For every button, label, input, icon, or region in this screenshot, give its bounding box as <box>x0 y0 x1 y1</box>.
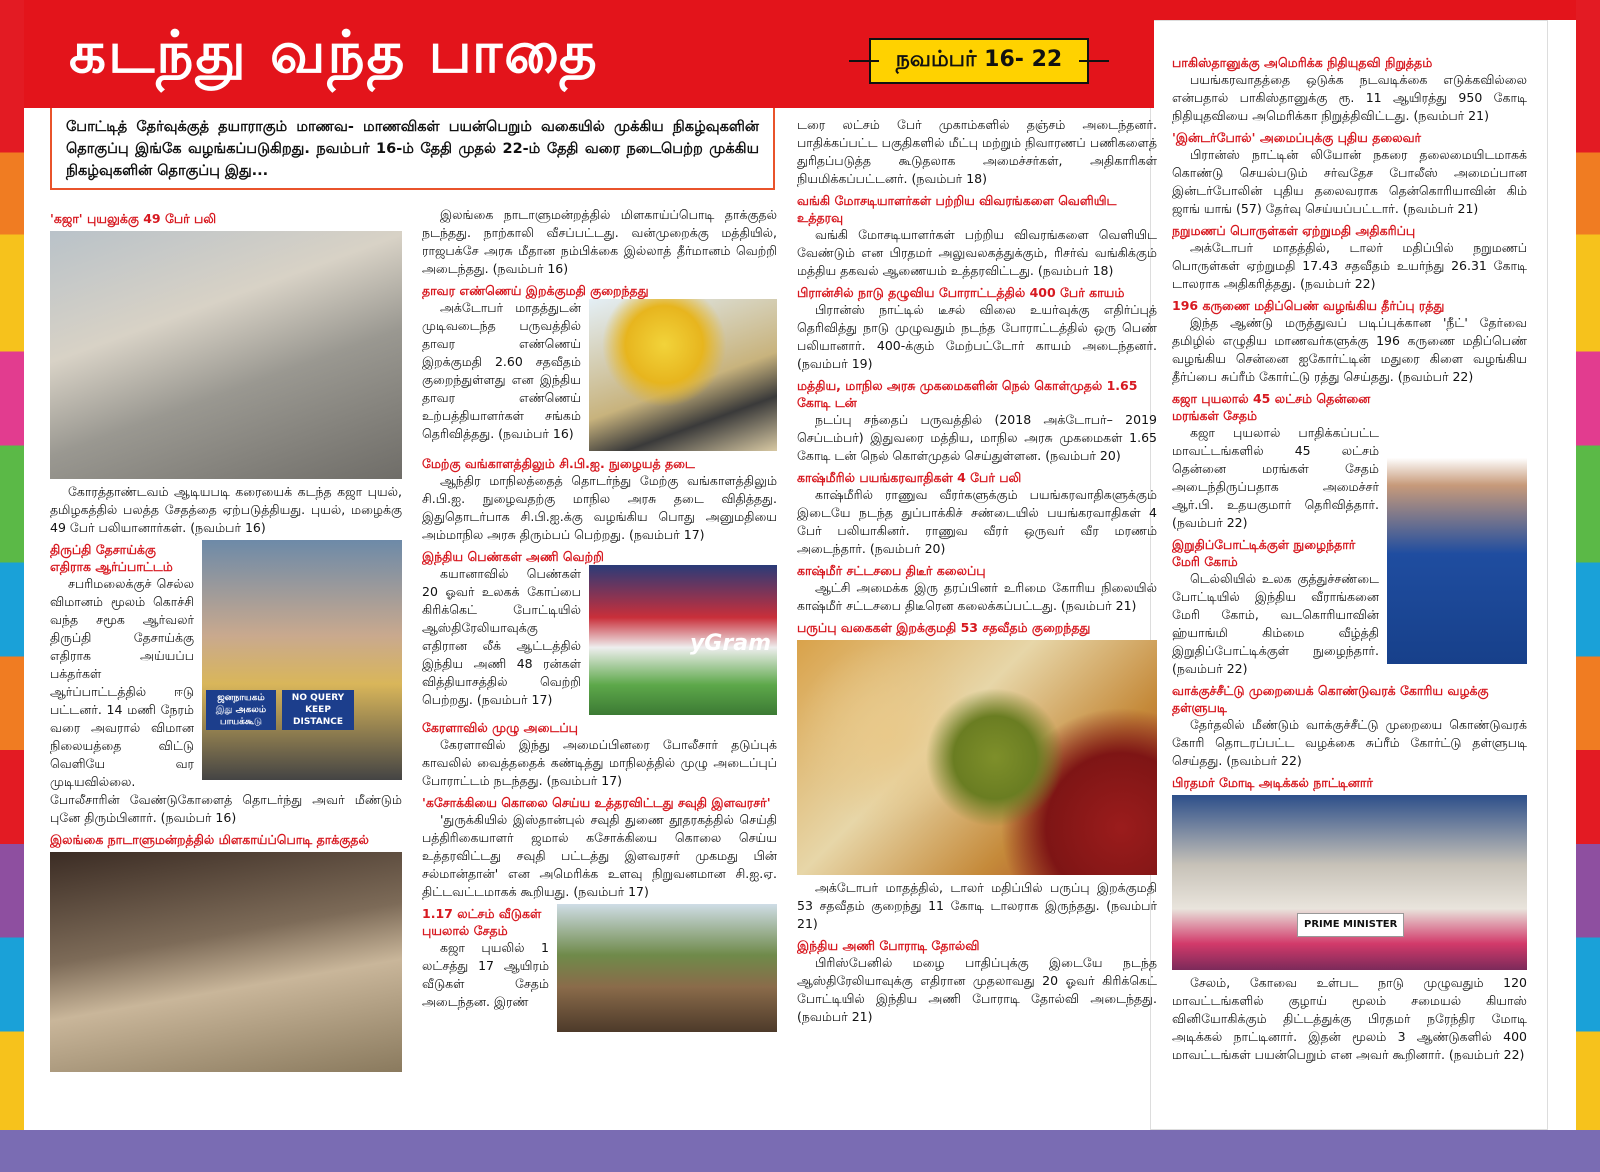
article-body: ஆட்சி அமைக்க இரு தரப்பினர் உரிமை கோரிய நிலையில் காஷ்மீர் சட்டசபை திடீரென கலைக்கப்பட்டது. (நவம்பர் 21) <box>797 580 1157 613</box>
article-body: கயானாவில் பெண்கள் 20 ஓவர் உலகக் கோப்பை கிரிக்கெட் போட்டியில் ஆஸ்திரேலியாவுக்கு எதிரான லீக் ஆட்டத்தில் இந்திய அணி 48 ரன்கள் வித்தியாசத்தில் வெற்றி பெற்றது. (நவம்பர் 17) <box>422 566 581 707</box>
article-body: பிரிஸ்பேனில் மழை பாதிப்புக்கு இடையே நடந்த ஆஸ்திரேலியாவுக்கு எதிரான முதலாவது 20 ஓவர் கிரிக்கெட் போட்டியில் இந்திய அணி போராடி தோல்வி அடைந்தது. (நவம்பர் 21) <box>797 955 1157 1024</box>
article-body: பயங்கரவாதத்தை ஒடுக்க நடவடிக்கை எடுக்கவில்லை என்பதால் பாகிஸ்தானுக்கு ரூ. 11 ஆயிரத்து 950 கோடி நிதியுதவியை அமெரிக்கா நிறுத்திவிட்டது. (நவம்பர் 21) <box>1172 72 1527 123</box>
article-body: தேர்தலில் மீண்டும் வாக்குச்சீட்டு முறையை கொண்டுவரக் கோரி தொடரப்பட்ட வழக்கை சுப்ரீம் கோர்ட்டு தள்ளுபடி செய்தது. (நவம்பர் 22) <box>1172 717 1527 768</box>
article-body: வங்கி மோசடியாளர்கள் பற்றிய விவரங்களை வெளியிட வேண்டும் என பிரதமர் அலுவலகத்துக்கும், ரிசர்வ் வங்கிக்கும் மத்திய தகவல் ஆணையம் உத்தரவிட்டது. (நவம்பர் 18) <box>797 227 1157 278</box>
article-body: கோரத்தாண்டவம் ஆடியபடி கரையைக் கடந்த கஜா புயல், தமிழகத்தில் பலத்த சேதத்தை ஏற்படுத்தியது. புயல், மழைக்கு 49 பேர் பலியானார்கள். (நவம்பர் 16) <box>50 484 402 535</box>
article-heading: பிரான்சில் நாடு தழுவிய போராட்டத்தில் 400 பேர் காயம் <box>797 285 1125 300</box>
article-body: 'துருக்கியில் இஸ்தான்புல் சவுதி துணை தூதரகத்தில் செய்தி பத்திரிகையாளர் ஜமால் கசோக்கியை கொலை செய்ய உத்தரவிட்டது சவுதி பட்டத்து இளவரசர் முகமது பின் சல்மான்தான்' என அமெரிக்க உளவு நிறுவனமான சி.ஐ.ஏ. திட்டவட்டமாகக் கூறியது. (நவம்பர் 17) <box>422 812 777 899</box>
parliament-clash-photo <box>50 852 402 1072</box>
article-heading: 'இன்டர்போல்' அமைப்புக்கு புதிய தலைவர் <box>1172 130 1422 145</box>
article-body: சபரிமலைக்குச் செல்ல விமானம் மூலம் கொச்சி வந்த சமூக ஆர்வலர் திருப்தி தேசாய்க்கு எதிராக அய்யப்ப பக்தர்கள் ஆர்ப்பாட்டத்தில் ஈடு பட்டனர். 14 மணி நேரம் வரை அவரால் விமான நிலையத்தை விட்டு வெளியே வர முடியவில்லை. போலீசாரின் வேண்டுகோளைத் தொடர்ந்து அவர் மீண்டும் புனே திரும்பினார். (நவம்பர் 16) <box>50 576 402 825</box>
article-heading: இந்திய அணி போராடி தோல்வி <box>797 938 980 953</box>
column-4 <box>1172 50 1527 1110</box>
article-body: அக்டோபர் மாதத்தில், டாலர் மதிப்பில் பருப்பு இறக்குமதி 53 சதவீதம் குறைந்து 11 கோடி டாலராக இருந்தது. (நவம்பர் 21) <box>797 880 1157 931</box>
sponsor-text: yGram <box>689 631 771 656</box>
sign-line-1: NO QUERY <box>291 693 345 703</box>
article-body: டரை லட்சம் பேர் முகாம்களில் தஞ்சம் அடைந்தனர். பாதிக்கப்பட்ட பகுதிகளில் மீட்பு மற்றும் நிவாரணப் பணிகளைத் துரிதப்படுத்த கூடுதலாக அமைச்சர்கள், அதிகாரிகள் நியமிக்கப்பட்டனர். (நவம்பர் 18) <box>797 117 1157 186</box>
date-range-badge: நவம்பர் 16- 22 <box>869 38 1089 84</box>
page-title: கடந்து வந்த பாதை <box>69 18 599 86</box>
article-body: கேரளாவில் இந்து அமைப்பினரை போலீசார் தடுப்புக் காவலில் வைத்ததைக் கண்டித்து மாநிலத்தில் முழு அடைப்புப் போராட்டம் நடந்தது. (நவம்பர் 17) <box>422 737 777 788</box>
article-heading: தாவர எண்ணெய் இறக்குமதி குறைந்தது <box>422 283 649 298</box>
article-body: சேலம், கோவை உள்பட நாடு முழுவதும் 120 மாவட்டங்களில் குழாய் மூலம் சமையல் கியாஸ் வினியோகிக்கும் திட்டத்துக்கு பிரதமர் நரேந்திர மோடி அடிக்கல் நாட்டினார். இதன் மூலம் 3 ஆண்டுகளில் 400 மாவட்டங்கள் பயன்பெறும் என அவர் கூறினார். (நவம்பர் 22) <box>1172 975 1527 1062</box>
article-body: நடப்பு சந்தைப் பருவத்தில் (2018 அக்டோபர்– 2019 செப்டம்பர்) இதுவரை மத்திய, மாநில அரசு முகமைகள் 1.65 கோடி டன் நெல் கொள்முதல் செய்துள்ளன. (நவம்பர் 20) <box>797 412 1157 463</box>
pm-podium-label: PRIME MINISTER <box>1297 913 1404 937</box>
rainbow-border-left <box>0 0 24 1172</box>
article-heading: காஷ்மீரில் பயங்கரவாதிகள் 4 பேர் பலி <box>797 470 1022 485</box>
intro-box: போட்டித் தேர்வுக்குத் தயாராகும் மாணவ- மாணவிகள் பயன்பெறும் வகையில் முக்கிய நிகழ்வுகளின் தொகுப்பு இங்கே வழங்கப்படுகிறது. நவம்பர் 16-ம் தேதி முதல் 22-ம் தேதி வரை நடைபெற்ற முக்கிய நிகழ்வுகளின் தொகுப்பு இது... <box>50 108 775 190</box>
cyclone-damage-photo <box>50 231 402 479</box>
article-heading: கஜா புயலால் 45 லட்சம் தென்னை மரங்கள் சேதம் <box>1172 391 1371 423</box>
rainbow-border-right <box>1576 0 1600 1172</box>
article-body: கஜா புயலில் 1 லட்சத்து 17 ஆயிரம் வீடுகள் சேதம் அடைந்தன. இரண் <box>422 940 549 1009</box>
article-body: இலங்கை நாடாளுமன்றத்தில் மிளகாய்ப்பொடி தாக்குதல் நடந்தது. நாற்காலி வீசப்பட்டது. வன்முறைக்கு மத்தியில், ராஜபக்சே அரசு மீதான நம்பிக்கை இல்லாத் தீர்மானம் வெற்றி அடைந்தது. (நவம்பர் 16) <box>422 207 777 276</box>
article-heading: வாக்குச்சீட்டு முறையைக் கொண்டுவரக் கோரிய வழக்கு தள்ளுபடி <box>1172 683 1489 715</box>
article-heading: இந்திய பெண்கள் அணி வெற்றி <box>422 549 604 564</box>
article-body: இந்த ஆண்டு மருத்துவப் படிப்புக்கான 'நீட்' தேர்வை தமிழில் எழுதிய மாணவர்களுக்கு 196 கருணை மதிப்பெண் வழங்கிய சென்னை ஐகோர்ட்டின் மதுரை கிளை வழங்கிய தீர்ப்பை சுப்ரீம் கோர்ட்டு ரத்து செய்தது. (நவம்பர் 22) <box>1172 315 1527 384</box>
pm-event-photo <box>1172 795 1527 970</box>
article-heading: இலங்கை நாடாளுமன்றத்தில் மிளகாய்ப்பொடி தாக்குதல் <box>50 832 369 847</box>
article-body: டெல்லியில் உலக குத்துச்சண்டை போட்டியில் இந்திய வீராங்கனை மேரி கோம், வடகொரியாவின் ஹ்யாங்மி கிம்மை வீழ்த்தி இறுதிப்போட்டிக்குள் நுழைந்தார். (நவம்பர் 22) <box>1172 571 1379 676</box>
pulses-photo <box>797 640 1157 875</box>
article-heading: 'கசோக்கியை கொலை செய்ய உத்தரவிட்டது சவுதி இளவரசர்' <box>422 795 771 810</box>
photo-sign-tamil: ஜனநாயகம் இது அகலம் பாயக்கூடு <box>206 690 276 730</box>
article-body: கஜா புயலால் பாதிக்கப்பட்ட மாவட்டங்களில் 45 லட்சம் தென்னை மரங்கள் சேதம் அடைந்திருப்பதாக அமைச்சர் ஆர்.பி. உதயகுமார் தெரிவித்தார். (நவம்பர் 22) <box>1172 425 1379 530</box>
article-heading: மத்திய, மாநில அரசு முகமைகளின் நெல் கொள்முதல் 1.65 கோடி டன் <box>797 378 1138 410</box>
article-body: ஆந்திர மாநிலத்தைத் தொடர்ந்து மேற்கு வங்காளத்திலும் சி.பி.ஐ. நுழைவதற்கு மாநில அரசு தடை விதித்தது. இதுதொடர்பாக சி.பி.ஐ.க்கு வழங்கிய பொது அனுமதியை அம்மாநில அரசு திரும்பப் பெற்றது. (நவம்பர் 17) <box>422 473 777 542</box>
article-heading: வங்கி மோசடியாளர்கள் பற்றிய விவரங்களை வெளியிட உத்தரவு <box>797 193 1117 225</box>
article-body: அக்டோபர் மாதத்தில், டாலர் மதிப்பில் நறுமணப் பொருள்கள் ஏற்றுமதி 17.43 சதவீதம் உயர்ந்து 26.31 கோடி டாலராக அதிகரித்தது. (நவம்பர் 22) <box>1172 240 1527 291</box>
article-heading: பாகிஸ்தானுக்கு அமெரிக்க நிதியுதவி நிறுத்தம் <box>1172 55 1433 70</box>
article-body: பிரான்ஸ் நாட்டில் டீசல் விலை உயர்வுக்கு எதிர்ப்புத் தெரிவித்து நாடு முழுவதும் நடந்த போராட்டத்தில் ஒரு பெண் பலியானார். 400-க்கும் மேற்பட்டோர் காயம் அடைந்தனர். (நவம்பர் 19) <box>797 302 1157 371</box>
article-heading: பிரதமர் மோடி அடிக்கல் நாட்டினார் <box>1172 775 1373 790</box>
mary-kom-photo <box>1387 389 1527 664</box>
article-heading: நறுமணப் பொருள்கள் ஏற்றுமதி அதிகரிப்பு <box>1172 223 1416 238</box>
article-heading: காஷ்மீர் சட்டசபை திடீர் கலைப்பு <box>797 563 986 578</box>
column-2 <box>422 206 777 1106</box>
article-heading: பருப்பு வகைகள் இறக்குமதி 53 சதவீதம் குறைந்தது <box>797 620 1091 635</box>
masthead <box>24 0 1154 108</box>
article-heading: இறுதிப்போட்டிக்குள் நுழைந்தார் மேரி கோம் <box>1172 537 1356 569</box>
damaged-house-photo <box>557 904 777 1032</box>
article-body: பிரான்ஸ் நாட்டின் லியோன் நகரை தலைமையிடமாகக் கொண்டு செயல்படும் சர்வதேச போலீஸ் அமைப்பான இன்டர்போலின் புதிய தலைவராக தென்கொரியாவின் கிம் ஜாங் யாங் (57) தேர்வு செய்யப்பட்டார். (நவம்பர் 21) <box>1172 147 1527 216</box>
photo-sign-english <box>282 690 354 730</box>
sign-line-2: KEEP DISTANCE <box>293 705 343 727</box>
article-body: அக்டோபர் மாதத்துடன் முடிவடைந்த பருவத்தில் தாவர எண்ணெய் இறக்குமதி 2.60 சதவீதம் குறைந்துள்ளது என இந்திய தாவர எண்ணெய் உற்பத்தியாளர்கள் சங்கம் தெரிவித்தது. (நவம்பர் 16) <box>422 300 581 441</box>
column-3 <box>797 116 1157 1106</box>
column-1 <box>50 206 402 1106</box>
article-heading: 1.17 லட்சம் வீடுகள் புயலால் சேதம் <box>422 906 542 938</box>
cricket-photo <box>589 565 777 715</box>
article-heading: கேரளாவில் முழு அடைப்பு <box>422 720 578 735</box>
article-heading: 196 கருணை மதிப்பெண் வழங்கிய தீர்ப்பு ரத்து <box>1172 298 1445 313</box>
protest-photo <box>202 540 402 780</box>
article-heading: 'கஜா' புயலுக்கு 49 பேர் பலி <box>50 211 217 226</box>
edible-oil-photo <box>589 299 777 451</box>
article-body: காஷ்மீரில் ராணுவ வீரர்களுக்கும் பயங்கரவாதிகளுக்கும் இடையே நடந்த துப்பாக்கிச் சண்டையில் பயங்கரவாதிகள் 4 பேர் பலியாகினர். ராணுவ வீரர் ஒருவர் வீர மரணம் அடைந்தார். (நவம்பர் 20) <box>797 487 1157 556</box>
article-heading: திருப்தி தேசாய்க்கு எதிராக ஆர்ப்பாட்டம் <box>50 542 173 574</box>
article-heading: மேற்கு வங்காளத்திலும் சி.பி.ஐ. நுழையத் தடை <box>422 456 695 471</box>
bottom-band <box>0 1130 1600 1172</box>
